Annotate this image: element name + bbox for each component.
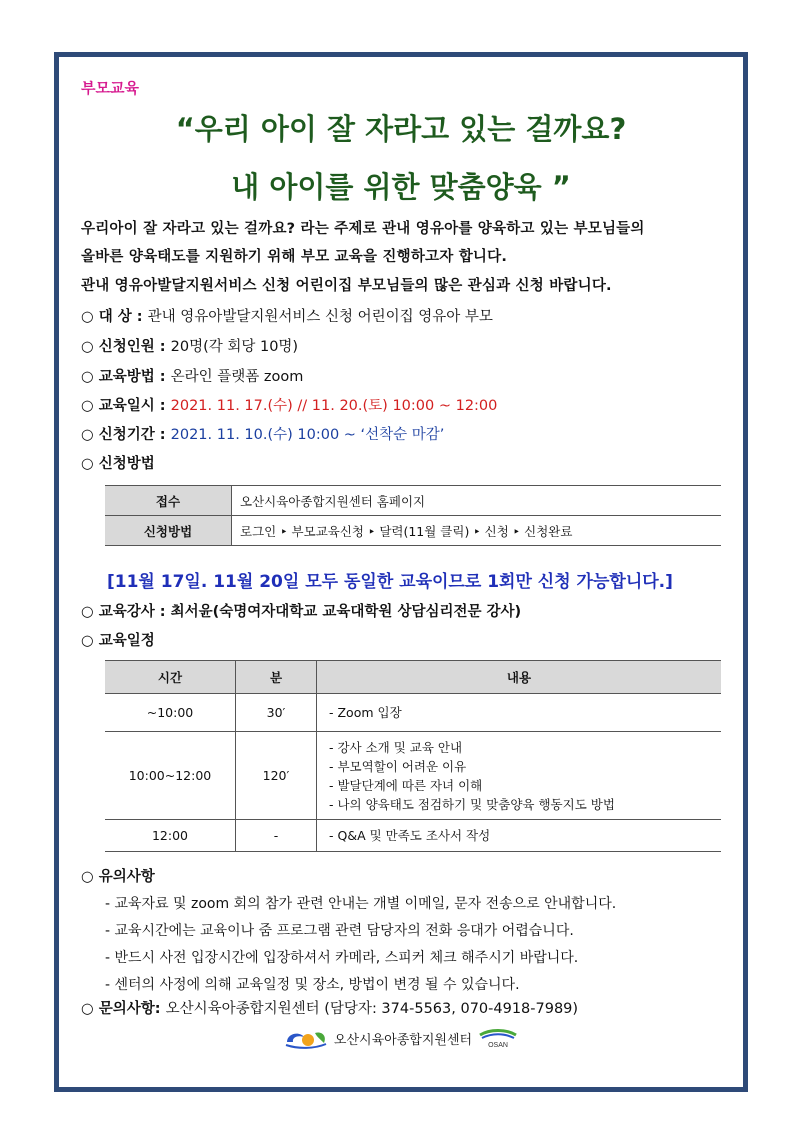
cell-time: ~10:00 [105,694,236,732]
content-item: - 강사 소개 및 교육 안내 [329,739,463,755]
osan-city-label: OSAN [488,1042,508,1049]
apply-value: 오산시육아종합지원센터 홈페이지 [232,486,722,516]
content-item: - Zoom 입장 [329,705,402,720]
content-item: - 나의 양육태도 점검하기 및 맞춤양육 행동지도 방법 [329,796,615,812]
notice-text: [11월 17일. 11월 20일 모두 동일한 교육이므로 1회만 신청 가능합니다.] [107,572,673,592]
apply-head: 접수 [105,486,232,516]
table-row [105,820,721,852]
info-date-value: 2021. 11. 17.(수) // 11. 20.(토) 10:00 ~ 12:00 [170,398,498,414]
info-period-value: 2021. 11. 10.(수) 10:00 ~ ‘선착순 마감’ [170,427,445,443]
info-count-key: ○ 신청인원 : [81,339,171,355]
col-content: 내용 [317,661,722,694]
apply-heading: ○ 신청방법 [81,456,155,472]
info-count [81,335,298,356]
intro-line-1: 우리아이 잘 자라고 있는 걸까요? 라는 주제로 관내 영유아를 양육하고 있는 부모님들의 [81,221,645,237]
center-logo [59,1027,743,1053]
info-period-key: ○ 신청기간 : [81,427,171,443]
note-item: - 반드시 사전 입장시간에 입장하셔서 카메라, 스피커 체크 해주시기 바랍니다. [105,950,579,966]
apply-table [105,485,721,546]
title-line-2: 내 아이를 위한 맞춤양육 ” [231,170,571,204]
info-target-value: 관내 영유아발달지원서비스 신청 어린이집 영유아 부모 [147,309,493,325]
table-row [105,694,721,732]
cell-content [317,820,722,852]
instructor: ○ 교육강사 : 최서윤(숙명여자대학교 교육대학원 상담심리전문 강사) [81,604,522,620]
info-target [81,305,493,326]
title-line-1: “우리 아이 잘 자라고 있는 걸까요? [175,112,627,146]
schedule-heading: ○ 교육일정 [81,633,155,649]
notes-heading: ○ 유의사항 [81,869,155,885]
info-period [81,423,444,444]
info-method-key: ○ 교육방법 : [81,369,171,385]
table-row [105,486,721,516]
info-date [81,394,497,415]
osan-city-logo-icon [478,1027,518,1049]
content-item: - 발달단계에 따른 자녀 이해 [329,777,483,793]
info-count-value: 20명(각 회당 10명) [170,339,299,355]
intro-line-3: 관내 영유아발달지원서비스 신청 어린이집 부모님들의 많은 관심과 신청 바랍니다. [81,278,612,294]
cell-time: 10:00~12:00 [105,732,236,820]
schedule-table [105,660,721,852]
col-min: 분 [236,661,317,694]
table-row [105,516,721,546]
center-logo-mark-icon [284,1027,328,1049]
center-logo-text: 오산시육아종합지원센터 [333,1032,473,1048]
flyer-frame [54,52,748,1092]
content-item: - Q&A 및 만족도 조사서 작성 [329,828,491,843]
info-method-value: 온라인 플랫폼 zoom [170,369,304,385]
note-item: - 교육시간에는 교육이나 줌 프로그램 관련 담당자의 전화 응대가 어렵습니다. [105,923,574,939]
note-item: - 교육자료 및 zoom 회의 참가 관련 안내는 개별 이메일, 문자 전송으로 안내합니다. [105,896,617,912]
table-header-row [105,661,721,694]
cell-content [317,732,722,820]
cell-min: - [236,820,317,852]
info-method [81,365,303,386]
info-target-key: ○ 대 상 : [81,309,148,325]
apply-value: 로그인 ‣ 부모교육신청 ‣ 달력(11월 클릭) ‣ 신청 ‣ 신청완료 [232,516,722,546]
contact [81,997,578,1018]
col-time: 시간 [105,661,236,694]
contact-key: ○ 문의사항: [81,1001,166,1017]
cell-min: 120′ [236,732,317,820]
info-date-key: ○ 교육일시 : [81,398,171,414]
cell-content [317,694,722,732]
contact-value: 오산시육아종합지원센터 (담당자: 374-5563, 070-4918-7989) [165,1001,579,1017]
category-label: 부모교육 [81,79,139,97]
apply-head: 신청방법 [105,516,232,546]
cell-time: 12:00 [105,820,236,852]
content-item: - 부모역할이 어려운 이유 [329,758,467,774]
intro-line-2: 올바른 양육태도를 지원하기 위해 부모 교육을 진행하고자 합니다. [81,249,508,265]
note-item: - 센터의 사정에 의해 교육일정 및 장소, 방법이 변경 될 수 있습니다. [105,977,520,993]
cell-min: 30′ [236,694,317,732]
table-row [105,732,721,820]
